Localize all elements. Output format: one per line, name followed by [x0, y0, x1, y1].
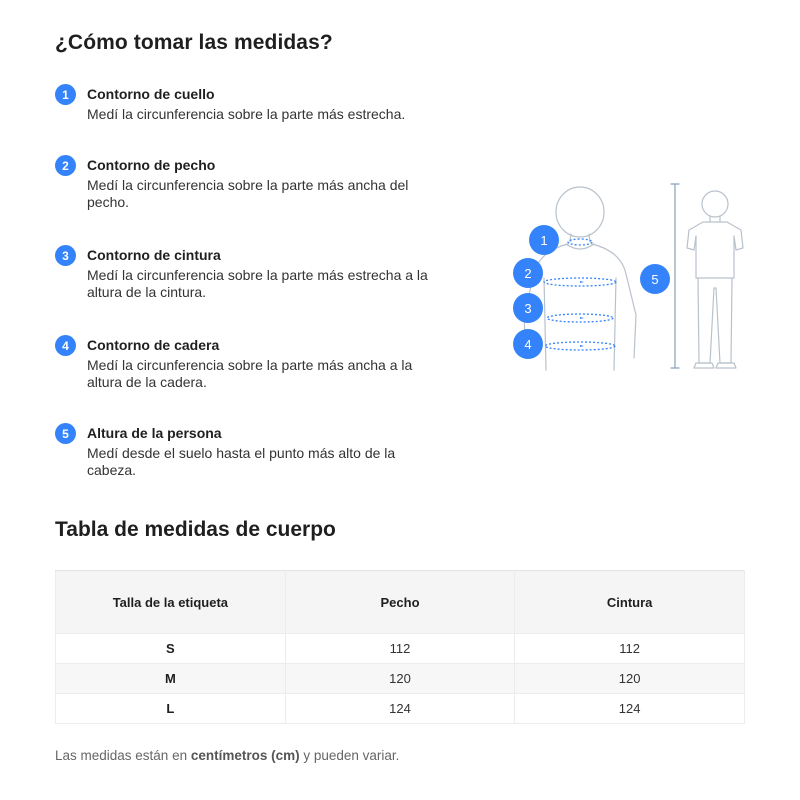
note-prefix: Las medidas están en: [55, 748, 191, 763]
step-description: Medí la circunferencia sobre la parte más ancha del pecho.: [87, 177, 409, 210]
step-description: Medí la circunferencia sobre la parte más ancha a la altura de la cadera.: [87, 357, 413, 390]
size-cell: S: [56, 634, 286, 664]
chest-cell: 124: [285, 694, 515, 724]
marker-badge-2: 2: [513, 258, 543, 288]
table-row: [56, 634, 745, 664]
step-title: Contorno de cadera: [87, 337, 220, 353]
step-description: Medí desde el suelo hasta el punto más alto de la cabeza.: [87, 445, 396, 478]
units-note: [55, 748, 399, 763]
table-row: [56, 694, 745, 724]
waist-cell: 120: [515, 664, 745, 694]
step-title: Altura de la persona: [87, 425, 222, 441]
marker-badge-4: 4: [513, 329, 543, 359]
table-title: Tabla de medidas de cuerpo: [55, 518, 336, 541]
step-number-badge: 1: [55, 84, 76, 105]
size-cell: M: [56, 664, 286, 694]
step-number-badge: 4: [55, 335, 76, 356]
marker-badge-5: 5: [640, 264, 670, 294]
marker-badge-1: 1: [529, 225, 559, 255]
note-suffix: y pueden variar.: [299, 748, 400, 763]
step-description: Medí la circunferencia sobre la parte más estrecha.: [87, 106, 406, 122]
chest-cell: 120: [285, 664, 515, 694]
step-description: Medí la circunferencia sobre la parte más estrecha a la altura de la cintura.: [87, 267, 428, 300]
waist-cell: 124: [515, 694, 745, 724]
body-measurement-illustration: [500, 170, 770, 380]
step-number-badge: 3: [55, 245, 76, 266]
step-title: Contorno de pecho: [87, 157, 216, 173]
size-table: [55, 570, 745, 724]
page-title: ¿Cómo tomar las medidas?: [55, 31, 333, 54]
marker-badge-3: 3: [513, 293, 543, 323]
table-row: [56, 664, 745, 694]
note-unit: centímetros (cm): [190, 748, 300, 763]
table-header-row: [56, 571, 745, 634]
column-header-waist: Cintura: [515, 571, 745, 634]
step-number-badge: 2: [55, 155, 76, 176]
column-header-chest: Pecho: [285, 571, 515, 634]
step-title: Contorno de cuello: [87, 86, 215, 102]
step-number-badge: 5: [55, 423, 76, 444]
chest-cell: 112: [285, 634, 515, 664]
waist-cell: 112: [515, 634, 745, 664]
size-cell: L: [56, 694, 286, 724]
column-header-size: Talla de la etiqueta: [56, 571, 286, 634]
step-title: Contorno de cintura: [87, 247, 221, 263]
